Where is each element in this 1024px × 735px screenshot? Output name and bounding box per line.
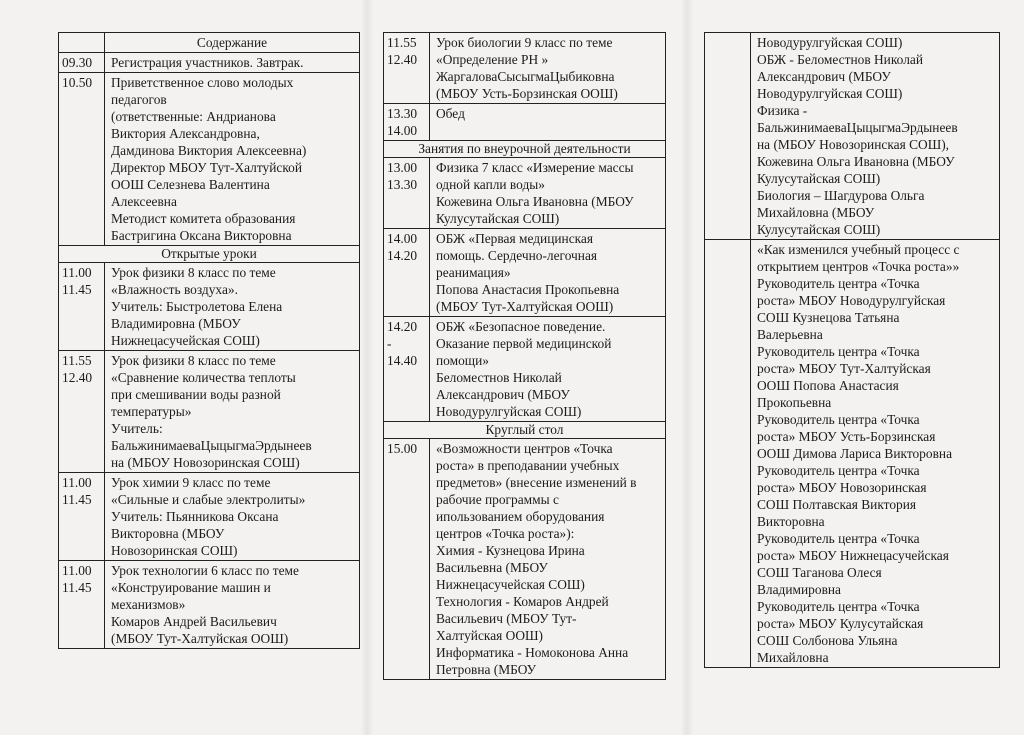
content-line: при смешивании воды разной [111, 387, 281, 402]
schedule-column-1 [58, 32, 360, 649]
time-cell [384, 33, 430, 103]
row-content [430, 33, 665, 103]
schedule-row [384, 33, 665, 103]
time-text: 14.00 [387, 231, 418, 246]
content-line: СОШ Кузнецова Татьяна [757, 310, 900, 325]
content-line: Виктория Александровна, [111, 126, 260, 141]
content-line: ипользованием оборудования [436, 509, 605, 524]
content-line: Дамдинова Виктория Алексеевна) [111, 143, 307, 158]
time-cell [705, 240, 751, 667]
time-text: 12.40 [62, 370, 93, 385]
schedule-column-3 [704, 32, 1000, 668]
content-line: Учитель: [111, 421, 163, 436]
content-line: «Как изменился учебный процесс с [757, 242, 960, 257]
content-line: механизмов» [111, 597, 186, 612]
content-line: реанимация» [436, 265, 511, 280]
content-line: ООШ Попова Анастасия [757, 378, 899, 393]
content-line: помощи» [436, 353, 489, 368]
content-line: ООШ Селезнева Валентина [111, 177, 270, 192]
content-line: Урок химии 9 класс по теме [111, 475, 271, 490]
content-line: Новодурулгуйская СОШ) [757, 35, 903, 50]
content-line: Прокопьевна [757, 395, 832, 410]
content-line: Викторовна [757, 514, 825, 529]
schedule-row [59, 350, 359, 472]
content-line: на (МБОУ Новозоринская СОШ) [111, 455, 300, 470]
content-line: роста» МБОУ Новодурулгуйская [757, 293, 946, 308]
time-cell [59, 263, 105, 350]
content-line: Алексеевна [111, 194, 177, 209]
content-line: Кожевина Ольга Ивановна (МБОУ [757, 154, 955, 169]
content-line: Урок физики 8 класс по теме [111, 265, 276, 280]
content-line: Руководитель центра «Точка [757, 276, 920, 291]
content-line: (МБОУ Тут-Халтуйская ООШ) [436, 299, 614, 314]
content-line: (МБОУ Тут-Халтуйская ООШ) [111, 631, 289, 646]
content-line: «Конструирование машин и [111, 580, 271, 595]
row-content [105, 73, 359, 245]
row-content [430, 158, 665, 228]
time-text: 15.00 [387, 441, 418, 456]
content-line: Оказание первой медицинской [436, 336, 612, 351]
time-text: 11.45 [62, 282, 92, 297]
content-line: рабочие программы с [436, 492, 559, 507]
row-content [751, 240, 999, 667]
time-cell [59, 473, 105, 560]
content-line: Нижнецасучейская СОШ) [111, 333, 260, 348]
content-line: Беломестнов Николай [436, 370, 562, 385]
contents-heading: Содержание [196, 35, 268, 50]
content-line: педагогов [111, 92, 167, 107]
content-line: Приветственное слово молодых [111, 75, 294, 90]
content-line: роста» в преподавании учебных [436, 458, 620, 473]
content-line: Обед [436, 106, 465, 121]
content-line: ЖаргаловаСысыгмаЦыбиковна [436, 69, 615, 84]
row-content [430, 229, 665, 316]
schedule-row [59, 52, 359, 72]
content-line: предметов» (внесение изменений в [436, 475, 637, 490]
content-line: Новозоринская СОШ) [111, 543, 238, 558]
time-text: 09.30 [62, 55, 93, 70]
schedule-row [59, 472, 359, 560]
content-line: на (МБОУ Новозоринская СОШ), [757, 137, 950, 152]
content-line: Михайловна [757, 650, 829, 665]
content-line: Попова Анастасия Прокопьевна [436, 282, 620, 297]
content-line: роста» МБОУ Нижнецасучейская [757, 548, 949, 563]
time-text: 13.30 [387, 106, 418, 121]
content-line: Руководитель центра «Точка [757, 463, 920, 478]
time-text: 12.40 [387, 52, 418, 67]
content-line: роста» МБОУ Тут-Халтуйская [757, 361, 931, 376]
time-text: 13.30 [387, 177, 418, 192]
content-line: Урок биологии 9 класс по теме [436, 35, 613, 50]
content-line: роста» МБОУ Новозоринская [757, 480, 927, 495]
content-line: Петровна (МБОУ [436, 662, 537, 677]
content-line: СОШ Солбонова Ульяна [757, 633, 898, 648]
content-line: БальжинимаеваЦыцыгмаЭрдынеев [111, 438, 312, 453]
content-line: ООШ Димова Лариса Викторовна [757, 446, 953, 461]
content-line: Михайловна (МБОУ [757, 205, 875, 220]
content-line: Директор МБОУ Тут-Халтуйской [111, 160, 303, 175]
content-line: Химия - Кузнецова Ирина [436, 543, 585, 558]
time-cell [384, 229, 430, 316]
content-line: Учитель: Пьянникова Оксана [111, 509, 279, 524]
content-line: «Возможности центров «Точка [436, 441, 613, 456]
time-text: 11.55 [62, 353, 92, 368]
content-line: Нижнецасучейская СОШ) [436, 577, 585, 592]
content-line: центров «Точка роста»): [436, 526, 575, 541]
content-line: Кожевина Ольга Ивановна (МБОУ [436, 194, 634, 209]
schedule-row [705, 33, 999, 239]
schedule-column-2 [383, 32, 666, 680]
time-cell [384, 439, 430, 679]
content-line: Новодурулгуйская СОШ) [757, 86, 903, 101]
schedule-row [384, 228, 665, 316]
schedule-row [59, 560, 359, 648]
content-line: Кулусутайская СОШ) [436, 211, 560, 226]
time-cell [59, 33, 105, 52]
time-cell [384, 317, 430, 421]
row-content [430, 439, 665, 679]
content-line: БальжинимаеваЦыцыгмаЭрдынеев [757, 120, 958, 135]
time-text: 11.00 [62, 475, 92, 490]
content-line: «Сравнение количества теплоты [111, 370, 296, 385]
content-line: Новодурулгуйская СОШ) [436, 404, 582, 419]
content-line: Александрович (МБОУ [757, 69, 891, 84]
content-line: (ответственные: Андрианова [111, 109, 276, 124]
row-content [751, 33, 999, 239]
time-cell [59, 351, 105, 472]
content-line: Владимировна (МБОУ [111, 316, 241, 331]
content-line: ОБЖ «Первая медицинская [436, 231, 594, 246]
row-content [105, 473, 359, 560]
time-cell [384, 104, 430, 140]
time-cell [384, 158, 430, 228]
time-text: 14.40 [387, 353, 418, 368]
content-line: Урок технологии 6 класс по теме [111, 563, 299, 578]
content-line: Александрович (МБОУ [436, 387, 570, 402]
content-line: СОШ Полтавская Виктория [757, 497, 917, 512]
schedule-row [705, 239, 999, 667]
row-content [430, 317, 665, 421]
content-line: Кулусутайская СОШ) [757, 222, 881, 237]
time-text: 13.00 [387, 160, 418, 175]
header-row [59, 33, 359, 52]
section-round-table: Круглый стол [384, 421, 665, 438]
content-line: роста» МБОУ Усть-Борзинская [757, 429, 936, 444]
content-line: СОШ Таганова Олеся [757, 565, 882, 580]
content-line: Руководитель центра «Точка [757, 412, 920, 427]
time-cell [59, 561, 105, 648]
content-line: Регистрация участников. Завтрак. [111, 55, 304, 70]
content-line: Валерьевна [757, 327, 823, 342]
content-line: (МБОУ Усть-Борзинская ООШ) [436, 86, 618, 101]
content-line: Викторовна (МБОУ [111, 526, 225, 541]
schedule-row [59, 72, 359, 245]
time-cell [705, 33, 751, 239]
time-text: 11.00 [62, 563, 92, 578]
row-content [430, 104, 665, 140]
content-line: Урок физики 8 класс по теме [111, 353, 276, 368]
section-open-lessons: Открытые уроки [59, 245, 359, 262]
content-line: Руководитель центра «Точка [757, 531, 920, 546]
time-text: 11.00 [62, 265, 92, 280]
time-text: 14.00 [387, 123, 418, 138]
content-line: Руководитель центра «Точка [757, 599, 920, 614]
time-text: 11.45 [62, 580, 92, 595]
content-line: Халтуйская ООШ) [436, 628, 543, 643]
content-line: Технология - Комаров Андрей [436, 594, 609, 609]
row-content [105, 53, 359, 72]
time-cell [59, 73, 105, 245]
content-line: «Сильные и слабые электролиты» [111, 492, 306, 507]
schedule-row [384, 157, 665, 228]
content-line: «Влажность воздуха». [111, 282, 238, 297]
content-line: Васильевич (МБОУ Тут- [436, 611, 577, 626]
content-line: Комаров Андрей Васильевич [111, 614, 277, 629]
content-line: одной капли воды» [436, 177, 545, 192]
time-text: 14.20 [387, 319, 418, 334]
content-line: «Определение РН » [436, 52, 549, 67]
time-cell [59, 53, 105, 72]
content-line: Владимировна [757, 582, 841, 597]
content-line: Физика - [757, 103, 808, 118]
content-line: ОБЖ - Беломестнов Николай [757, 52, 923, 67]
content-line: ОБЖ «Безопасное поведение. [436, 319, 606, 334]
time-text: 14.20 [387, 248, 418, 263]
schedule-row [384, 438, 665, 679]
content-line: Кулусутайская СОШ) [757, 171, 881, 186]
content-line: Руководитель центра «Точка [757, 344, 920, 359]
content-line: открытием центров «Точка роста»» [757, 259, 960, 274]
content-line: Информатика - Номоконова Анна [436, 645, 629, 660]
section-extracurricular: Занятия по внеурочной деятельности [384, 140, 665, 157]
content-line: Учитель: Быстролетова Елена [111, 299, 283, 314]
row-content [105, 561, 359, 648]
row-content [105, 263, 359, 350]
time-text: - [387, 336, 392, 351]
content-line: Васильевна (МБОУ [436, 560, 548, 575]
time-text: 11.45 [62, 492, 92, 507]
content-line: температуры» [111, 404, 192, 419]
schedule-row [384, 316, 665, 421]
time-text: 10.50 [62, 75, 93, 90]
content-line: Физика 7 класс «Измерение массы [436, 160, 634, 175]
content-line: Методист комитета образования [111, 211, 296, 226]
schedule-row [59, 262, 359, 350]
row-content [105, 351, 359, 472]
content-line: Бастригина Оксана Викторовна [111, 228, 292, 243]
time-text: 11.55 [387, 35, 417, 50]
content-line: роста» МБОУ Кулусутайская [757, 616, 924, 631]
content-line: помощь. Сердечно-легочная [436, 248, 598, 263]
content-line: Биология – Шагдурова Ольга [757, 188, 925, 203]
schedule-row [384, 103, 665, 140]
